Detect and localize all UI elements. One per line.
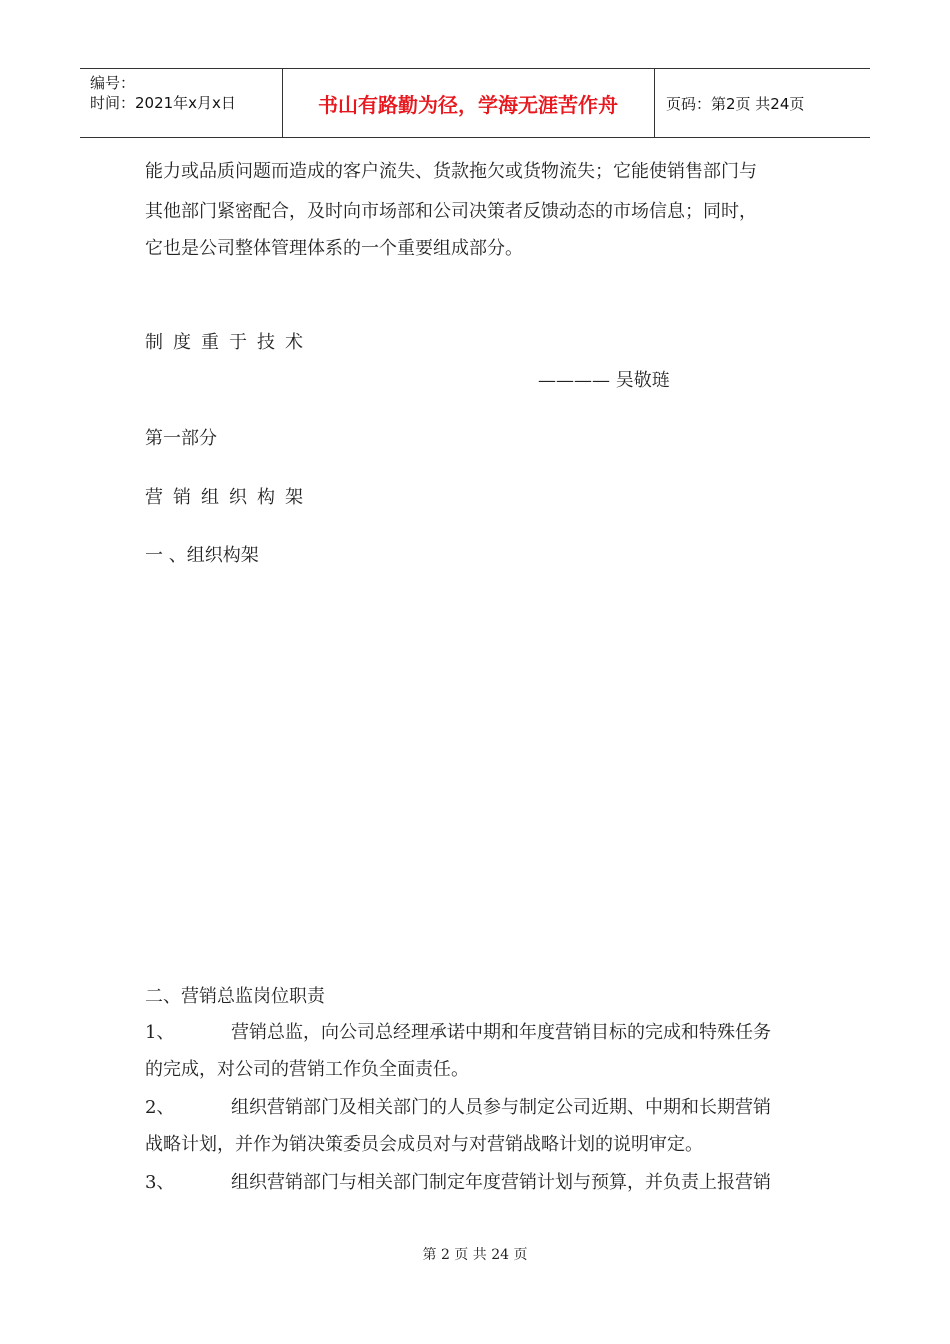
quote-author: ———— 吴敬琏	[538, 370, 670, 391]
page-header	[80, 68, 870, 138]
item-text: 营销总监，向公司总经理承诺中期和年度营销目标的完成和特殊任务	[231, 1022, 771, 1043]
item-number: 2、	[145, 1097, 175, 1118]
list-item-3	[145, 1171, 771, 1195]
paragraph-line-1: 能力或品质问题而造成的客户流失、货款拖欠或货物流失；它能使销售部门与	[145, 161, 757, 182]
header-page-info: 页码：第2页 共24页	[666, 94, 805, 113]
paragraph-line-3: 它也是公司整体管理体系的一个重要组成部分。	[145, 238, 523, 259]
item-text: 组织营销部门与相关部门制定年度营销计划与预算，并负责上报营销	[231, 1172, 771, 1193]
item-text: 组织营销部门及相关部门的人员参与制定公司近期、中期和长期营销	[231, 1097, 771, 1118]
section-heading-1: 一 、组织构架	[145, 545, 259, 566]
header-left	[90, 73, 236, 113]
list-item-1-cont: 的完成，对公司的营销工作负全面责任。	[145, 1059, 469, 1080]
page-footer: 第 2 页 共 24 页	[422, 1247, 528, 1263]
header-divider-right	[654, 69, 655, 137]
quote: 制度重于技术	[145, 332, 313, 353]
part-title: 第一部分	[145, 428, 217, 449]
paragraph-line-2: 其他部门紧密配合，及时向市场部和公司决策者反馈动态的市场信息；同时，	[145, 201, 757, 222]
list-item-2-cont: 战略计划，并作为销决策委员会成员对与对营销战略计划的说明审定。	[145, 1134, 703, 1155]
header-motto: 书山有路勤为径，学海无涯苦作舟	[318, 92, 618, 117]
item-number: 1、	[145, 1022, 175, 1043]
code-label: 编号：	[90, 74, 136, 92]
list-item-1	[145, 1021, 771, 1045]
part-subtitle: 营销组织构架	[145, 487, 313, 508]
date-line: 时间：2021年x月x日	[90, 94, 236, 112]
item-number: 3、	[145, 1172, 175, 1193]
section-heading-2: 二、营销总监岗位职责	[145, 986, 325, 1007]
list-item-2	[145, 1096, 771, 1120]
